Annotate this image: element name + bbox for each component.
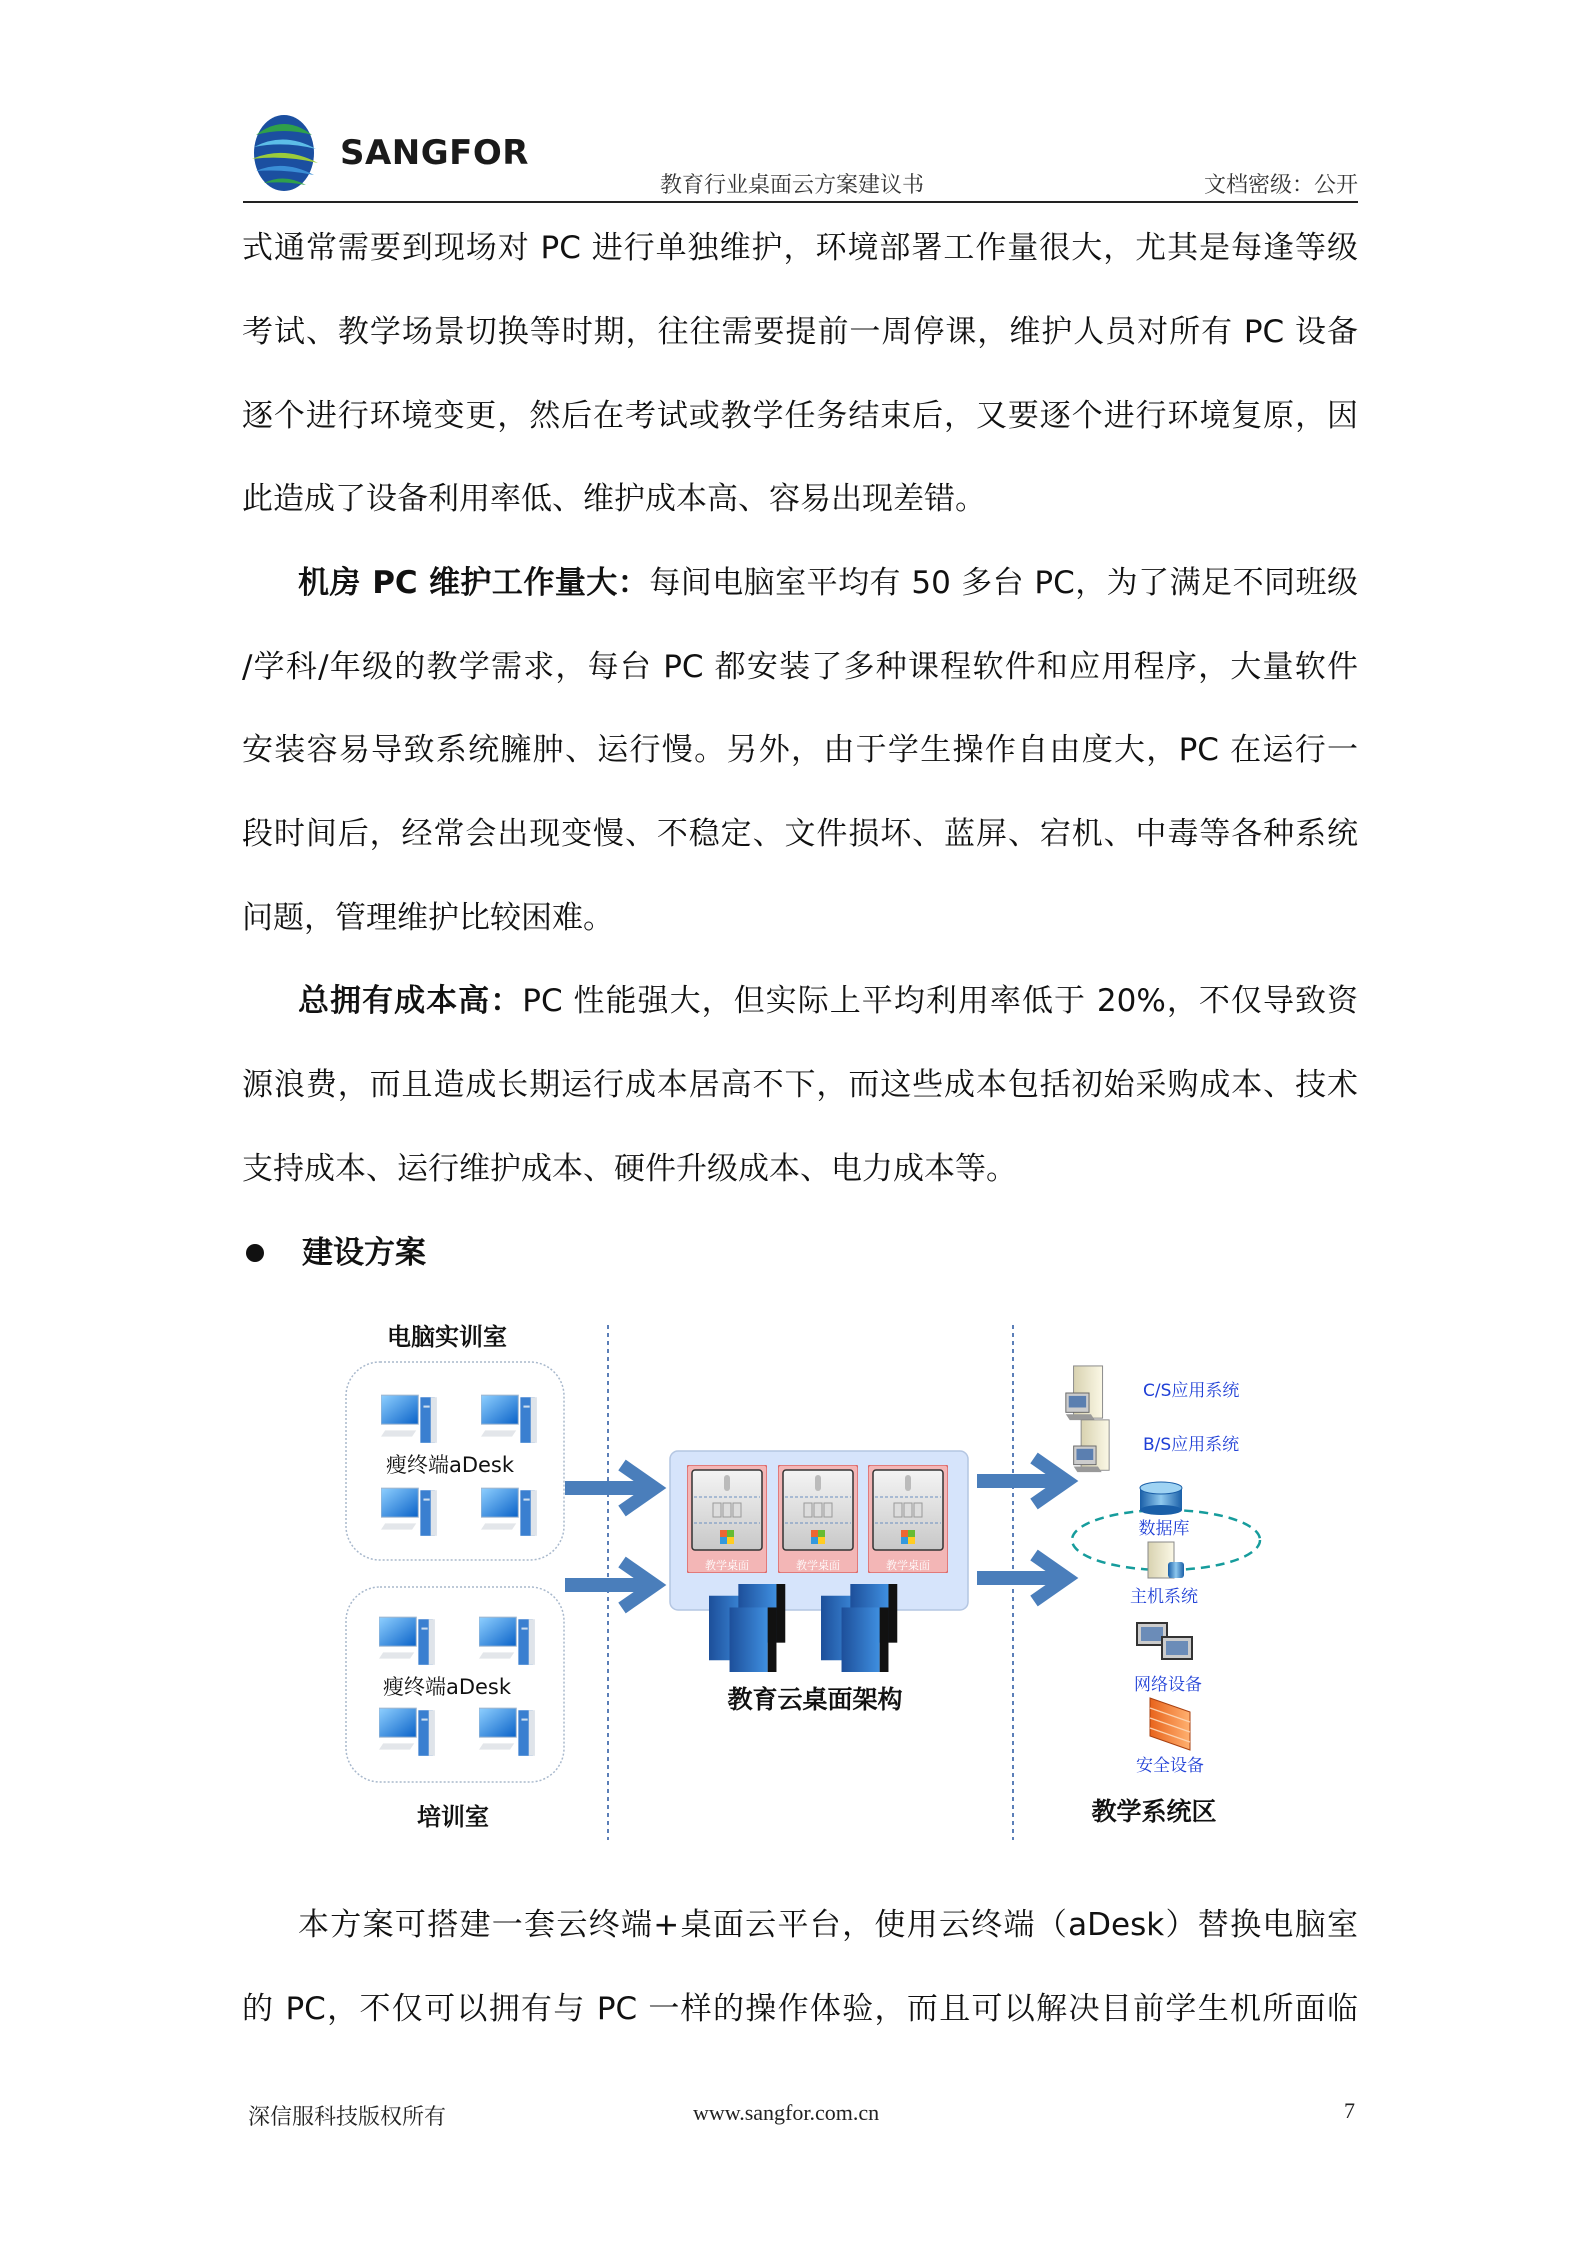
cs-server-icon [1066,1366,1103,1420]
security-device-label: 安全设备 [1136,1756,1204,1776]
database-icon [1140,1482,1182,1515]
text-line: 安装容易导致系统臃肿、运行慢。另外，由于学生操作自由度大，PC 在运行一 [242,732,1358,768]
training-label: 培训室 [417,1803,489,1831]
cs-system-label: C/S应用系统 [1143,1381,1240,1401]
text-line: 源浪费，而且造成长期运行成本居高不下，而这些成本包括初始采购成本、技术 [242,1067,1358,1103]
thin-client-icon [379,1617,435,1665]
virtual-desktop-card [687,1465,767,1573]
bold-lead: 机房 PC 维护工作量大： [298,565,650,601]
thin-client-icon [481,1488,537,1536]
text-line: 式通常需要到现场对 PC 进行单独维护，环境部署工作量很大，尤其是每逢等级 [242,230,1358,266]
arrow-right-icon [565,1562,655,1608]
arrow-right-icon [977,1458,1067,1504]
thin-client-icon [381,1488,437,1536]
text-line: 考试、教学场景切换等时期，往往需要提前一周停课，维护人员对所有 PC 设备 [242,314,1358,350]
bs-system-label: B/S应用系统 [1143,1435,1240,1455]
zone-label: 教学系统区 [1091,1797,1217,1826]
text-span: PC 性能强大，但实际上平均利用率低于 20%，不仅导致资 [522,983,1359,1019]
heading-text: 建设方案 [302,1235,426,1271]
network-device-icon [1137,1623,1192,1659]
server-cluster-icon [709,1584,785,1672]
virtual-desktop-card [778,1465,858,1573]
text-line: 支持成本、运行维护成本、硬件升级成本、电力成本等。 [242,1151,1017,1187]
logo-text: SANGFOR [340,133,529,173]
footer-copyright: 深信服科技版权所有 [248,2104,447,2129]
desktop-card-label: 教学桌面 [796,1559,840,1572]
text-line: 本方案可搭建一套云终端+桌面云平台，使用云终端（aDesk）替换电脑室 [298,1907,1358,1943]
arrow-right-icon [977,1555,1067,1601]
center-label: 教育云桌面架构 [727,1685,903,1714]
network-device-label: 网络设备 [1134,1675,1202,1695]
thin-client-icon [479,1617,535,1665]
text-line: 问题，管理维护比较困难。 [242,900,614,936]
arrow-right-icon [565,1465,655,1511]
classification-label: 文档密级：公开 [1203,173,1358,198]
text-line: 此造成了设备利用率低、维护成本高、容易出现差错。 [242,481,986,517]
host-system-label: 主机系统 [1130,1587,1198,1607]
bs-server-icon [1074,1420,1109,1472]
thin-client-icon [481,1395,537,1443]
desktop-card-label: 教学桌面 [705,1559,749,1572]
thin-client-icon [381,1395,437,1443]
thin-client-label: 瘦终端aDesk [382,1675,512,1699]
footer-website: www.sangfor.com.cn [693,2100,880,2125]
lab-label: 电脑实训室 [387,1323,507,1351]
thin-client-icon [379,1708,435,1756]
text-span: 每间电脑室平均有 50 多台 PC，为了满足不同班级 [649,565,1358,601]
document-title: 教育行业桌面云方案建议书 [660,173,925,198]
desktop-card-label: 教学桌面 [886,1559,930,1572]
database-label: 数据库 [1138,1519,1190,1539]
thin-client-icon [479,1708,535,1756]
page-number: 7 [1344,2098,1355,2123]
bold-lead: 总拥有成本高： [298,983,523,1019]
text-line: 逐个进行环境变更，然后在考试或教学任务结束后，又要逐个进行环境复原，因 [242,398,1358,434]
virtual-desktop-card [868,1465,948,1573]
firewall-icon [1150,1698,1190,1750]
text-line: /学科/年级的教学需求，每台 PC 都安装了多种课程软件和应用程序，大量软件 [242,649,1358,685]
host-server-icon [1148,1542,1184,1578]
text-line: 段时间后，经常会出现变慢、不稳定、文件损坏、蓝屏、宕机、中毒等各种系统 [242,816,1358,852]
text-line: 的 PC，不仅可以拥有与 PC 一样的操作体验，而且可以解决目前学生机所面临 [242,1991,1358,2027]
thin-client-label: 瘦终端aDesk [385,1453,515,1477]
server-cluster-icon [821,1584,897,1672]
